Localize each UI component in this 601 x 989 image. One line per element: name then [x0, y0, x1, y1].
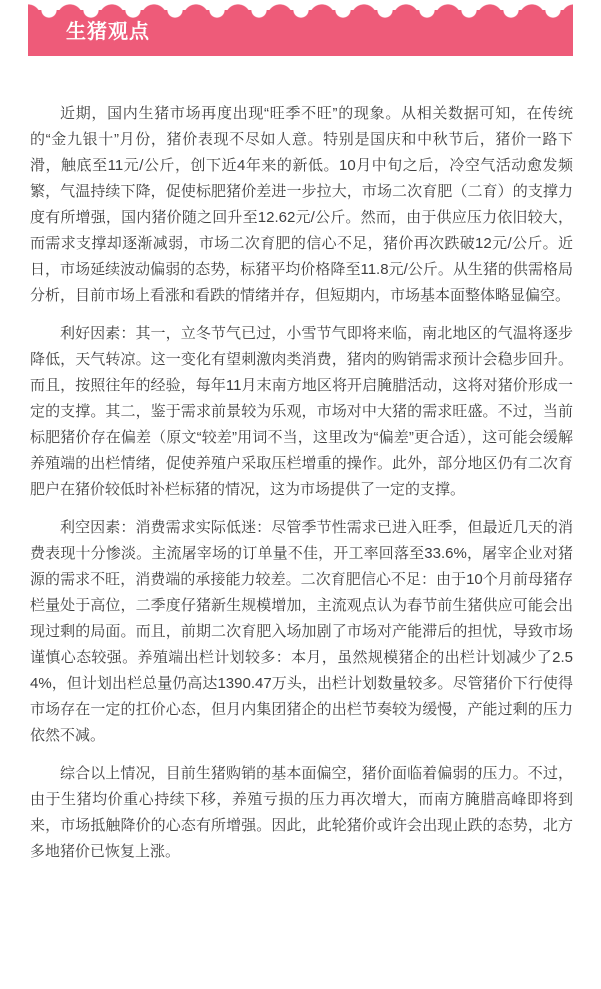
article-paragraph: 近期，国内生猪市场再度出现“旺季不旺”的现象。从相关数据可知，在传统的“金九银十”月份，猪价表现不尽如人意。特别是国庆和中秋节后，猪价一路下滑，触底至11元/公斤，创下近4年来的新低。10月中旬之后，冷空气活动愈发频繁，气温持续下降，促使标肥猪价差进一步拉大，市场二次育肥（二育）的支撑力度有所增强，国内猪价随之回升至12.62元/公斤。然而，由于供应压力依旧较大，而需求支撑却逐渐减弱，市场二次育肥的信心不足，猪价再次跌破12元/公斤。近日，市场延续波动偏弱的态势，标猪平均价格降至11.8元/公斤。从生猪的供需格局分析，目前市场上看涨和看跌的情绪并存，但短期内，市场基本面整体略显偏空。 [30, 105, 573, 304]
article-paragraph: 综合以上情况，目前生猪购销的基本面偏空，猪价面临着偏弱的压力。不过，由于生猪均价重心持续下移，养殖亏损的压力再次增大，而南方腌腊高峰即将到来，市场抵触降价的心态有所增强。因此，此轮猪价或许会出现止跌的态势，北方多地猪价已恢复上涨。 [30, 765, 573, 860]
title-banner [28, 0, 573, 58]
article-paragraph: 利空因素：消费需求实际低迷：尽管季节性需求已进入旺季，但最近几天的消费表现十分惨淡。主流屠宰场的订单量不佳，开工率回落至33.6%，屠宰企业对猪源的需求不旺，消费端的承接能力较差。二次育肥信心不足：由于10个月前母猪存栏量处于高位，二季度仔猪新生规模增加，主流观点认为春节前生猪供应可能会出现过剩的局面。而且，前期二次育肥入场加剧了市场对产能滞后的担忧，导致市场谨慎心态较强。养殖端出栏计划较多：本月，虽然规模猪企的出栏计划减少了2.54%，但计划出栏总量仍高达1390.47万头，出栏计划数量较多。尽管猪价下行使得市场存在一定的扛价心态，但月内集团猪企的出栏节奏较为缓慢，产能过剩的压力依然不减。 [30, 519, 573, 744]
scallop-bumps-decoration [28, 2, 573, 10]
section-title: 生猪观点 [66, 21, 150, 43]
article-paragraph: 利好因素：其一，立冬节气已过，小雪节气即将来临，南北地区的气温将逐步降低，天气转凉。这一变化有望刺激肉类消费，猪肉的购销需求预计会稳步回升。而且，按照往年的经验，每年11月末南方地区将开启腌腊活动，这将对猪价形成一定的支撑。其二，鉴于需求前景较为乐观，市场对中大猪的需求旺盛。不过，当前标肥猪价存在偏差（原文“较差”用词不当，这里改为“偏差”更合适），这可能会缓解养殖端的出栏情绪，促使养殖户采取压栏增重的操作。此外，部分地区仍有二次育肥户在猪价较低时补栏标猪的情况，这为市场提供了一定的支撑。 [30, 325, 573, 498]
article-body [30, 101, 573, 877]
scallop-notches-decoration [28, 10, 573, 19]
